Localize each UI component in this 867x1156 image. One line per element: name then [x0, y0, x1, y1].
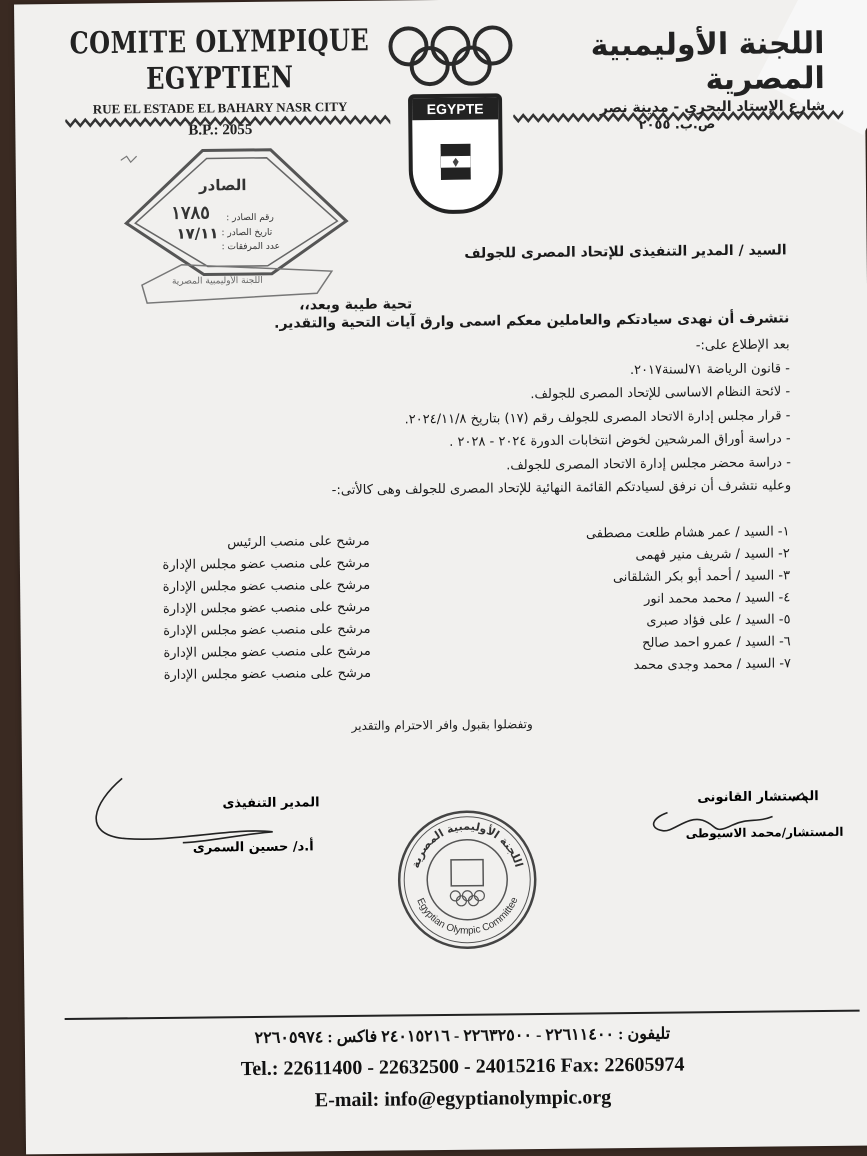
body-line: - دراسة محضر مجلس إدارة الاتحاد المصرى للجولف.: [506, 454, 791, 473]
olympic-committee-seal: [394, 807, 541, 954]
signature-name-right: المستشار/محمد الاسيوطى: [685, 824, 844, 841]
candidate-position: مرشح على منصب عضو مجلس الإدارة: [163, 621, 371, 639]
org-address-arabic: شارع الإستاد البحري - مدينة نصر: [599, 97, 826, 117]
org-address-french: RUE EL ESTADE EL BAHARY NASR CITY: [92, 98, 348, 117]
flag-eagle-icon: [441, 144, 471, 180]
candidate-position: مرشح على منصب عضو مجلس الإدارة: [162, 555, 370, 573]
handwritten-signature-right: [637, 771, 848, 863]
egypt-shield-emblem: [408, 93, 503, 214]
seal-arabic-text: اللجنة الأوليمبية المصرية: [408, 819, 526, 870]
stamp-footer: اللجنة الأوليمبية المصرية: [171, 275, 263, 287]
signature-name-left: أ.د/ حسين السمرى: [192, 839, 314, 856]
org-po-box-french: B.P.: 2055: [188, 121, 253, 139]
footer-divider: [65, 1010, 860, 1020]
emblem-label: EGYPTE: [412, 97, 498, 120]
body-lines: [70, 333, 792, 505]
candidate-position: مرشح على منصب عضو مجلس الإدارة: [163, 665, 372, 683]
stamp-date: ١٧/١١: [176, 224, 219, 243]
addressee: السيد / المدير التنفيذى للإتحاد المصرى للجولف: [464, 242, 787, 262]
signature-legal-advisor: [637, 771, 848, 863]
footer-phone-fax: Tel.: 22611400 - 22632500 - 24015216 Fax: 22605974: [240, 1053, 685, 1081]
body-line: وعليه نتشرف أن نرفق لسيادتكم القائمة النهائية للإتحاد المصرى للجولف وهى كالأتى:-: [331, 478, 792, 499]
stamp-date-label: تاريخ الصادر :: [221, 227, 273, 239]
stamp-title: الصادر: [198, 176, 247, 195]
stamp-attachments-label: عدد المرفقات :: [221, 241, 280, 253]
candidate-position: مرشح على منصب عضو مجلس الإدارة: [162, 599, 371, 617]
candidate-name: ٣- السيد / أحمد أبو بكر الشلقانى: [612, 568, 791, 586]
footer-email: E-mail: info@egyptianolympic.org: [314, 1086, 612, 1112]
candidate-name: ٦- السيد / عمرو احمد صالح: [641, 634, 791, 651]
candidate-position: مرشح على منصب عضو مجلس الإدارة: [163, 643, 371, 661]
candidate-name: ٤- السيد / محمد محمد انور: [643, 590, 791, 607]
body-line: - دراسة أوراق المرشحين لخوض انتخابات الدورة ٢٠٢٤ - ٢٠٢٨ .: [449, 431, 791, 450]
footer-arabic-contacts: تليفون : ٢٢٦١١٤٠٠ - ٢٢٦٣٢٥٠٠ - ٢٤٠١٥٢١٦ فاكس : ٢٢٦٠٥٩٧٤: [254, 1025, 671, 1047]
candidate-name: ٢- السيد / شريف منير فهمى: [635, 546, 790, 563]
registration-stamp: [121, 143, 353, 310]
org-name-arabic: اللجنة الأوليمبية المصرية: [590, 25, 826, 98]
candidate-list: [509, 521, 791, 678]
signature-title-left: المدير التنفيذى: [222, 795, 320, 812]
signature-executive-director: [82, 771, 323, 864]
olympic-rings-icon: [386, 21, 517, 92]
org-po-box-arabic: ص.ب. ٢٠٥٥: [638, 117, 716, 133]
letter-page: [14, 0, 867, 1154]
closing-line: وتفضلوا بقبول وافر الاحترام والتقدير: [351, 717, 533, 733]
stamp-number: ١٧٨٥: [171, 202, 210, 224]
intro-paragraph: نتشرف أن نهدى سيادتكم والعاملين معكم اسمى وارق آيات التحية والتقدير.: [274, 310, 790, 332]
body-line: - لائحة النظام الاساسى للإتحاد المصرى للجولف.: [530, 384, 791, 403]
candidate-name: ١- السيد / عمر هشام طلعت مصطفى: [585, 524, 790, 542]
signature-title-right: المستشار القانونى: [697, 789, 819, 806]
body-line: - قانون الرياضة ٧١لسنة٢٠١٧.: [629, 360, 790, 378]
body-line: بعد الإطلاع على:-: [695, 337, 790, 354]
seal-english-text: Egyptian Olympic Committee: [414, 895, 521, 937]
body-line: - قرار مجلس إدارة الاتحاد المصرى للجولف رقم (١٧) بتاريخ ٢٠٢٤/١١/٨.: [404, 407, 791, 427]
candidate-position: مرشح على منصب الرئيس: [227, 533, 370, 551]
candidate-positions: [110, 531, 372, 688]
org-name-french: COMITE OLYMPIQUE EGYPTIEN: [69, 21, 370, 97]
candidate-name: ٧- السيد / محمد وجدى محمد: [633, 656, 792, 673]
stamp-number-label: رقم الصادر :: [226, 212, 274, 224]
candidate-position: مرشح على منصب عضو مجلس الإدارة: [162, 577, 371, 595]
greeting: تحية طيبة وبعد،،: [299, 296, 413, 314]
candidate-name: ٥- السيد / على فؤاد صبرى: [646, 612, 791, 629]
